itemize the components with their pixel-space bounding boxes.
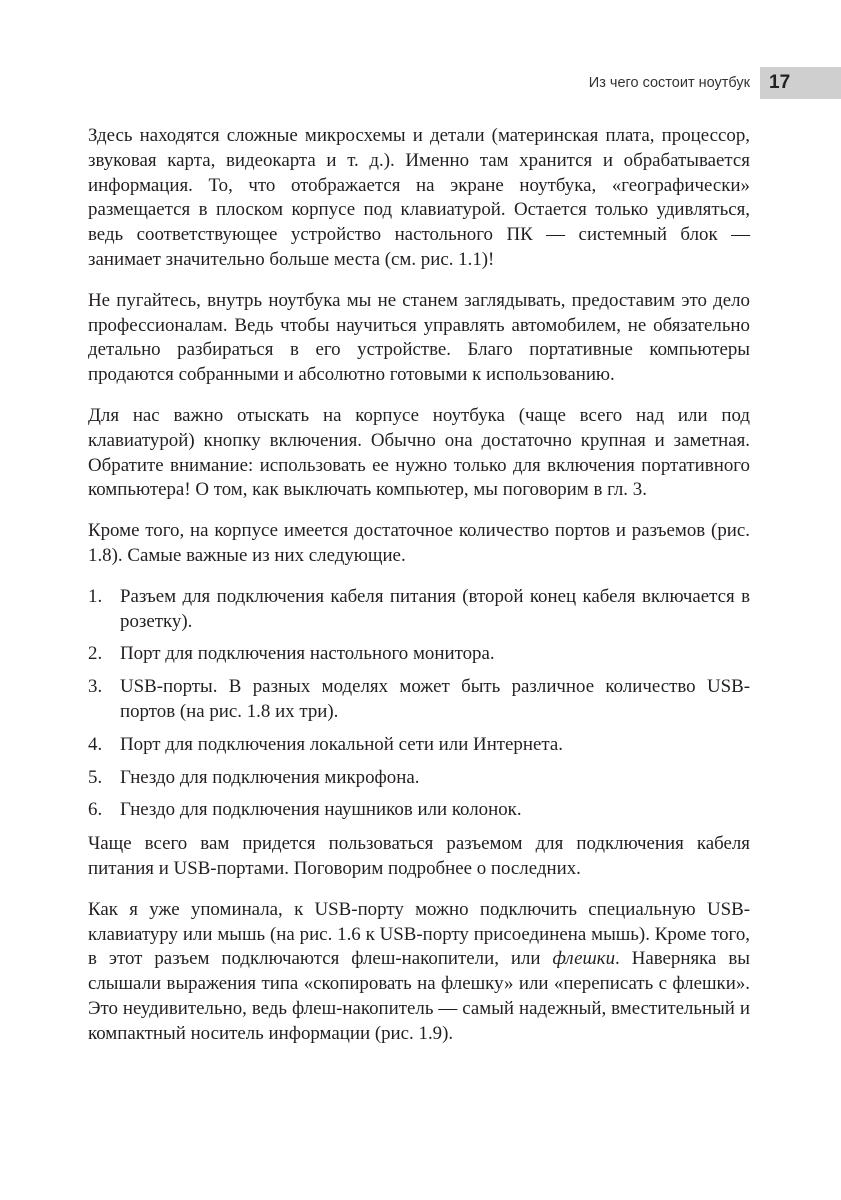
list-item-text: Порт для подключения локальной сети или Интернета. [120,733,563,755]
list-item [88,733,750,758]
list-item [88,675,750,725]
list-item-number: 2. [88,643,103,665]
emphasis-term: флешки [552,948,616,970]
page-number: 17 [760,67,841,99]
paragraph-4: Кроме того, на корпусе имеется достаточное количество портов и разъемов (рис. 1.8). Самые важные из них следующие. [88,520,750,566]
list-item-text: Разъем для подключения кабеля питания (второй конец кабеля включается в розетку). [120,585,750,632]
list-item-text: Гнездо для подключения наушников или колонок. [120,799,522,821]
list-item [88,766,750,791]
list-item-text: Порт для подключения настольного монитора. [120,643,495,665]
ports-list [88,585,750,823]
paragraph-last [88,898,750,1047]
paragraph-3: Для нас важно отыскать на корпусе ноутбука (чаще всего над или под клавиатурой) кнопку включения. Обычно она достаточно крупная и заметная. Обратите внимание: использовать ее нужно только для включения портативного компьютера! О том, как выключать компьютер, мы поговорим в гл. 3. [88,404,750,501]
list-item-number: 4. [88,733,103,755]
paragraph-2: Не пугайтесь, внутрь ноутбука мы не станем заглядывать, предоставим это дело профессионалам. Ведь чтобы научиться управлять автомобилем, не обязательно детально разбираться в его устройстве. Благо портативные компьютеры продаются собранными и абсолютно готовыми к использованию. [88,289,750,386]
running-header [589,67,841,99]
list-item-text: Гнездо для подключения микрофона. [120,766,420,788]
list-item [88,798,750,823]
paragraph-last-part2: . Наверняка вы слышали выражения типа «скопировать на флешку» или «переписать с флешки». Это неудивительно, ведь флеш-накопитель — самый надежный, вместительный и компактный носитель информации (рис. 1.9). [88,948,750,1044]
list-item [88,642,750,667]
list-item [88,585,750,635]
page-body [88,124,750,1063]
list-item-number: 6. [88,799,103,821]
chapter-title: Из чего состоит ноутбук [588,75,750,91]
paragraph-1: Здесь находятся сложные микросхемы и детали (материнская плата, процессор, звуковая карта, видеокарта и т. д.). Именно там хранится и обрабатывается информация. То, что отображается на экране ноутбука, «географически» размещается в плоском корпусе под клавиатурой. Остается только удивляться, ведь соответствующее устройство настольного ПК — системный блок — занимает значительно больше места (см. рис. 1.1)! [88,125,750,270]
list-item-text: USB-порты. В разных моделях может быть различное количество USB-портов (на рис. 1.8 их три). [120,676,750,722]
paragraph-after-list: Чаще всего вам придется пользоваться разъемом для подключения кабеля питания и USB-портами. Поговорим подробнее о последних. [88,833,750,879]
list-item-number: 5. [88,766,103,788]
paragraph-last-part1: Как я уже упоминала, к USB-порту можно подключить специальную USB-клавиатуру или мышь (на рис. 1.6 к USB-порту присоединена мышь). Кроме того, в этот разъем подключаются флеш-накопители, или [88,898,750,970]
list-item-number: 3. [88,676,103,698]
list-item-number: 1. [88,585,103,607]
